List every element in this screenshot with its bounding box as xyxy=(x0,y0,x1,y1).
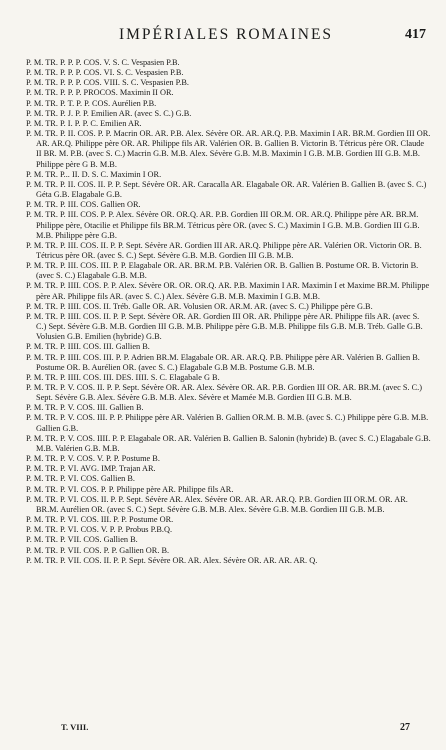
list-item: P. M. TR. P. P. P. COS. VIII. S. C. Vespasien P.B. xyxy=(26,78,189,88)
list-item: P. M. TR. P. IIII. COS. III. Gallien B. xyxy=(26,342,150,352)
list-item: P. M. TR. P. V. COS. IIII. P. P. Elagabale OR. AR. Valérien B. Gallien B. Salonin (hybride) B. (avec S. C.) Elagabale G.B. M.B. Valérien G.B. M.B. xyxy=(26,433,431,453)
page-number: 417 xyxy=(405,27,426,42)
list-item: P. M. TR. P. IIII. COS. II. Tréb. Galle OR. AR. Volusien OR. AR.M. AR. (avec S. C.) Philippe père G.B. xyxy=(26,301,373,311)
list-item: P. M. TR. P. VI. AVG. IMP. Trajan AR. xyxy=(26,464,156,474)
list-item: P. M. TR. P... II. D. S. C. Maximin I OR. xyxy=(26,169,162,179)
list-item: P. M. TR. P. P. P. COS. V. S. C. Vespasien P.B. xyxy=(26,58,180,67)
page-footer xyxy=(26,722,426,736)
list-item: P. M. TR. P. VI. COS. V. P. P. Probus P.B.Q. xyxy=(26,525,173,535)
list-item: P. M. TR. P. VI. COS. II. P. P. Sept. Sévère AR. Alex. Sévère OR. AR. AR. AR.Q. P.B. Gordien III OR.M. OR. AR. BR.M. Aurélien OR. (avec S. C.) Sept. Sévère G.B. M.B. Alex. Sévère G.B. M.B. Gordien III G.B. M.B. xyxy=(26,494,408,514)
signature-mark: 27 xyxy=(400,722,410,733)
list-item: P. M. TR. P. IIII. COS. II. P. P. Sept. Sévère OR. AR. Gordien III OR. AR. Philippe père AR. Philippe fils AR. (avec S. C.) Sept. Sévère G.B. M.B. Gordien III G.B. M.B. Philippe père G.B. M.B. Philippe fils G.B. M.B. Tréb. Galle G.B. Volusien G.B. Emilien (hybride) G.B. xyxy=(26,311,423,342)
running-title: IMPÉRIALES ROMAINES xyxy=(118,26,334,43)
list-item: P. M. TR. P. I. P. P. C. Emilien AR. xyxy=(26,118,142,128)
list-item: P. M. TR. P. VI. COS. P. P. Philippe père AR. Philippe fils AR. xyxy=(26,484,234,494)
list-item: P. M. TR. P. III. COS. Gallien OR. xyxy=(26,200,141,210)
list-item: P. M. TR. P. III. COS. II. P. P. Sept. Sévère AR. Gordien III AR. AR.Q. Philippe père AR. Valérien OR. Victorin OR. B. Tétricus père OR. (avec S. C.) Sept. Sévère G.B. M.B. Gordien III G.B. M.B. xyxy=(26,240,422,260)
list-item: P. M. TR. P. IIII. COS. III. DES. IIII. S. C. Elagabale G B. xyxy=(26,372,220,382)
list-item: P. M. TR. P. VI. COS. Gallien B. xyxy=(26,474,135,484)
list-item: P. M. TR. P. VII. COS. II. P. P. Sept. Sévère OR. AR. Alex. Sévère OR. AR. AR. AR. Q. xyxy=(26,555,318,565)
list-item: P. M. TR. P. P. P. PROCOS. Maximin II OR. xyxy=(26,88,174,98)
list-item: P. M. TR. P. IIII. COS. P. P. Alex. Sévère OR. OR. OR.Q. AR. P.B. Maximin I AR. Maximin I et Maxime BR.M. Philippe père AR. Philippe fils AR. (avec S. C.) Alex. Sévère G.B. M.B. Maximin I G.B. M.B. xyxy=(26,281,430,301)
list-item: P. M. TR. P. III. COS. III. P. P. Elagabale OR. AR. BR.M. P.B. Valérien OR. B. Gallien B. Postume OR. B. Victorin B. (avec S. C.) Elagabale G.B. M.B. xyxy=(26,261,419,281)
entry-list xyxy=(26,58,431,566)
list-item: P. M. TR. P. V. COS. II. P. P. Sept. Sévère OR. AR. Alex. Sévère OR. AR. P.B. Gordien III OR. AR. BR.M. (avec S. C.) Sept. Sévère G.B. Alex. Sévère G.B. M.B. Alex. Sévère et Mamée M.B. Gordien III G.B. M.B. xyxy=(26,383,422,403)
volume-label: T. VIII. xyxy=(61,722,89,732)
list-item: P. M. TR. P. V. COS. III. P. P. Philippe père AR. Valérien B. Gallien OR.M. B. M.B. (avec S. C.) Philippe père G.B. M.B. Gallien G.B. xyxy=(26,413,429,433)
list-item: P. M. TR. P. III. COS. P. P. Alex. Sévère OR. OR.Q. AR. P.B. Gordien III OR.M. OR. AR.Q. Philippe père AR. BR.M. Philippe père, Otacilie et Philippe fils BR.M. Tétricus père OR. (avec S. C.) Maximin I G.B. M.B. Gordien III G.B. M.B. Philippe père G.B. xyxy=(26,210,420,240)
list-item: P. M. TR. P. II. COS. P. P. Macrin OR. AR. P.B. Alex. Sévère OR. AR. AR.Q. P.B. Maximin I AR. BR.M. Gordien III OR. AR. AR.Q. Philippe père OR. AR. Philippe fils AR. Valérien OR. B. Gallien B. Victorin B. Tétricus père OR. Claude II BR. M. P.B. (avec S. C.) Macrin G.B. M.B. Alex. Sévère G.B. M.B. Maximin I G.B. M.B. Gordien III G.B. M.B. Philippe père G B. M.B. xyxy=(26,129,431,169)
list-item: P. M. TR. P. V. COS. III. Gallien B. xyxy=(26,403,144,413)
list-item: P. M. TR. P. VII. COS. P. P. Gallien OR. B. xyxy=(26,545,170,555)
list-item: P. M. TR. P. V. COS. V. P. P. Postume B. xyxy=(26,454,160,464)
list-item: P. M. TR. P. II. COS. II. P. P. Sept. Sévère OR. AR. Caracalla AR. Elagabale OR. AR. Valérien B. Gallien B. (avec S. C.) Géta G.B. Elagabale G.B. xyxy=(26,179,427,200)
list-item: P. M. TR. P. VII. COS. Gallien B. xyxy=(26,535,138,545)
list-item: P. M. TR. P. P. P. COS. VI. S. C. Vespasien P.B. xyxy=(26,68,184,78)
list-item: P. M. TR. P. VI. COS. III. P. P. Postume OR. xyxy=(26,515,174,525)
page-header xyxy=(26,26,426,48)
list-item: P. M. TR. P. IIII. COS. III. P. P. Adrien BR.M. Elagabale OR. AR. AR.Q. P.B. Philippe père AR. Valérien B. Gallien B. Postume OR. B. Aurélien OR. (avec S. C.) Elagabale G.B M.B. Postume G.B. M.B. xyxy=(26,352,420,372)
list-item: P. M. TR. P. J. P. P. Emilien AR. (avec S. C.) G.B. xyxy=(26,108,192,118)
list-item: P. M. TR. P. T. P. P. COS. Aurélien P.B. xyxy=(26,98,157,108)
